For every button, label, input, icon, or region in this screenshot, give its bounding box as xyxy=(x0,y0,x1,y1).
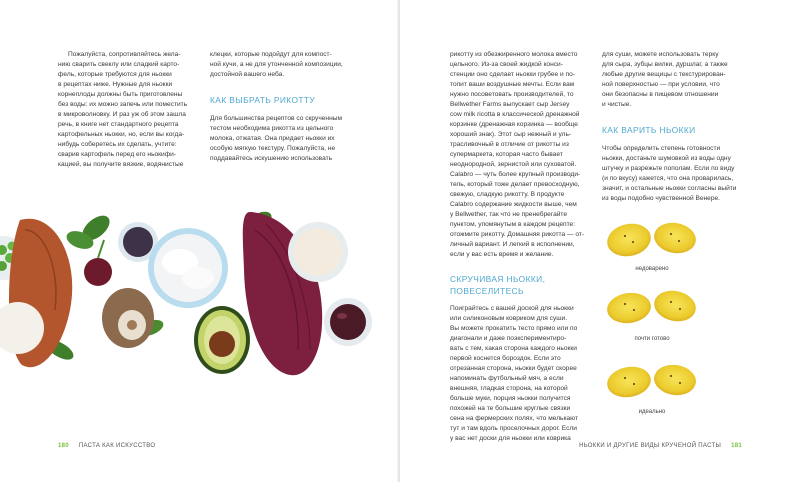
text-line: фель, которые требуются для ньокки xyxy=(58,71,172,78)
gnocchi-halves-image xyxy=(597,222,707,422)
text-line: у Bellwether, так что не пренебрегайте xyxy=(450,211,568,218)
text-line: поддавайтесь искушению использовать xyxy=(210,155,333,162)
right-folio xyxy=(579,443,742,449)
text-line: без воды: их можно запечь или поместить xyxy=(58,101,188,108)
text-line: Calabro содержание жидкости выше, чем xyxy=(450,201,577,208)
text-line: достойной вашего неба. xyxy=(210,71,285,78)
text-line: любые другие вещицы с текстурирован- xyxy=(602,71,726,78)
text-line: нию сварить свеклу или сладкий карто- xyxy=(58,61,180,68)
text-line: Для большинства рецептов со скрученным xyxy=(210,115,342,122)
left-folio xyxy=(58,443,155,449)
text-line: для сыра, зубцы вилки, дуршлаг, а также xyxy=(602,61,728,68)
text-line: ной кучи, а не для утонченной композиции, xyxy=(210,61,343,68)
text-line: похожей на те большие круглые связки xyxy=(450,405,571,412)
label-undercooked: недоварено xyxy=(635,266,669,272)
heading-cooking: КАК ВАРИТЬ НЬОККИ xyxy=(602,125,696,135)
text-line: нужно посоветовать производителей, то xyxy=(450,91,574,98)
text-line: тель, который тоже делает превосходную, xyxy=(450,181,580,188)
text-line: стенции оно сделает ньокки грубее и по- xyxy=(450,71,575,78)
text-line: первой коснется бороздок. Если это xyxy=(450,355,561,362)
text-line: Поиграйтесь с вашей доской для ньокки xyxy=(450,305,574,312)
text-line: значит, и остальные ньокки согласны выйти xyxy=(602,185,737,192)
text-line: они безопасны в пищевом отношении xyxy=(602,91,719,98)
text-line: неоднородной, зернистой или суховатой. xyxy=(450,161,577,168)
text-line: клецки, которые подойдут для компост- xyxy=(210,51,332,58)
text-line: диагонали и даже поэкспериментиро- xyxy=(450,335,567,342)
text-line: кацией, вы получите вязкие, водянистые xyxy=(58,161,184,168)
text-line: Bellwether Farms выпускает сыр Jersey xyxy=(450,101,570,108)
text-line: личный вариант. И легкий в исполнении, xyxy=(450,241,575,248)
heading-line: СКРУЧИВАЯ НЬОККИ, xyxy=(450,274,546,284)
text-line: хороший знак). Этот сыр нежный и уль- xyxy=(450,131,572,138)
text-line: рикотту из обезжиренного молока вместо xyxy=(450,51,578,58)
gnocchi-doneness-photos xyxy=(597,222,707,442)
text-line: Вы можете прокатить тесто прямо или по xyxy=(450,325,578,332)
text-line: в микроволновку. И раз уж об этом зашла xyxy=(58,111,186,118)
text-line: корзинке (дренажная корзинка — вообще xyxy=(450,121,578,128)
text-line: отрезанная сторона, ньокки будет скорее xyxy=(450,365,577,372)
text-line: внешняя, гладкая сторона, на которой xyxy=(450,385,568,392)
text-line: молока, отжатая. Она придает ньокки их xyxy=(210,135,335,142)
right-page xyxy=(400,0,800,482)
heading-line: ПОВЕСЕЛИТЕСЬ xyxy=(450,286,524,296)
left-column-1 xyxy=(58,50,198,170)
text-line: сварив картофель перед его ньокифи- xyxy=(58,151,177,158)
text-line: или силиконовым ковриком для суши. xyxy=(450,315,568,322)
text-line: топит ваши воздушные мечты. Если вам xyxy=(450,81,575,88)
text-line: ньокки, достаньте шумовкой из воды одну xyxy=(602,155,731,162)
text-line: больше муки, порция ньокки получится xyxy=(450,395,571,402)
heading-ricotta: КАК ВЫБРАТЬ РИКОТТУ xyxy=(210,95,316,105)
text-line: штучку и разрежьте пополам. Если по виду xyxy=(602,165,735,172)
ingredients-photo xyxy=(0,200,400,390)
text-line: и чистые. xyxy=(602,101,632,108)
text-line: супермаркета, которая часто бывает xyxy=(450,151,563,158)
text-line: из воды подобно чувственной Венере. xyxy=(602,195,721,202)
running-title: НЬОККИ И ДРУГИЕ ВИДЫ КРУЧЕНОЙ ПАСТЫ xyxy=(579,443,722,449)
text-line: если у вас есть время и желание. xyxy=(450,251,554,258)
avocado-image xyxy=(194,306,250,374)
label-almost-done: почти готово xyxy=(634,336,670,342)
text-line: цельного. Из-за своей жидкой конси- xyxy=(450,61,563,68)
text-line: Calabro — чуть более крупный производи- xyxy=(450,171,581,178)
text-line: нибудь соберетесь их сделать, учтите: xyxy=(58,141,177,148)
text-line: тестом необходима рикотта из цельного xyxy=(210,125,334,132)
text-line: напоминать футбольный мяч, а если xyxy=(450,375,564,382)
heading-twisting xyxy=(450,273,595,297)
text-line: ной поверхностью — при условии, что xyxy=(602,81,720,88)
right-column-2 xyxy=(602,50,750,204)
label-perfect: идеально xyxy=(638,409,666,415)
text-line: особую мягкую текстуру. Пожалуйста, не xyxy=(210,145,336,152)
text-line: свежую, сладкую рикотту. В продукте xyxy=(450,191,565,198)
text-line: cow milk ricotta в классической дренажной xyxy=(450,111,580,118)
running-title: ПАСТА КАК ИСКУССТВО xyxy=(78,443,156,449)
text-line: Пожалуйста, сопротивляйтесь жела- xyxy=(68,51,181,58)
text-line: у вас нет доски для ньокки или коврика xyxy=(450,435,571,442)
page-number: 181 xyxy=(731,443,742,449)
text-line: (и по вкусу) кажется, что она проварилась, xyxy=(602,175,734,182)
flour-bowl-image xyxy=(288,222,348,282)
ricotta-bowl-image xyxy=(148,228,228,308)
text-line: сена на фермерских полях, что мелькают xyxy=(450,415,578,422)
text-line: в рецептах ниже. Нужные для ньокки xyxy=(58,81,173,88)
text-line: корнеплоды должны быть приготовлены xyxy=(58,91,183,98)
text-line: для суши, можете использовать терку xyxy=(602,51,719,58)
text-line: Чтобы определить степень готовности xyxy=(602,145,721,152)
page-number: 180 xyxy=(58,443,69,449)
text-line: речь, в книге нет стандартного рецепта xyxy=(58,121,179,128)
text-line: отожмите рикотту. Домашняя рикотта — от- xyxy=(450,231,585,238)
text-line: картофельных ньокки, но, если вы когда- xyxy=(58,131,185,138)
taro-root-image xyxy=(102,288,154,348)
left-column-2 xyxy=(210,50,355,164)
right-column-1 xyxy=(450,50,595,444)
text-line: вать с тем, какая сторона каждого ньокки xyxy=(450,345,577,352)
text-line: пунктом, упомянутым в каждом рецепте: xyxy=(450,221,576,228)
text-line: тут и там вдоль проселочных дорог. Если xyxy=(450,425,577,432)
text-line: трасливочный в отличие от рикотты из xyxy=(450,141,569,148)
sauce-bowl-image xyxy=(324,298,372,346)
